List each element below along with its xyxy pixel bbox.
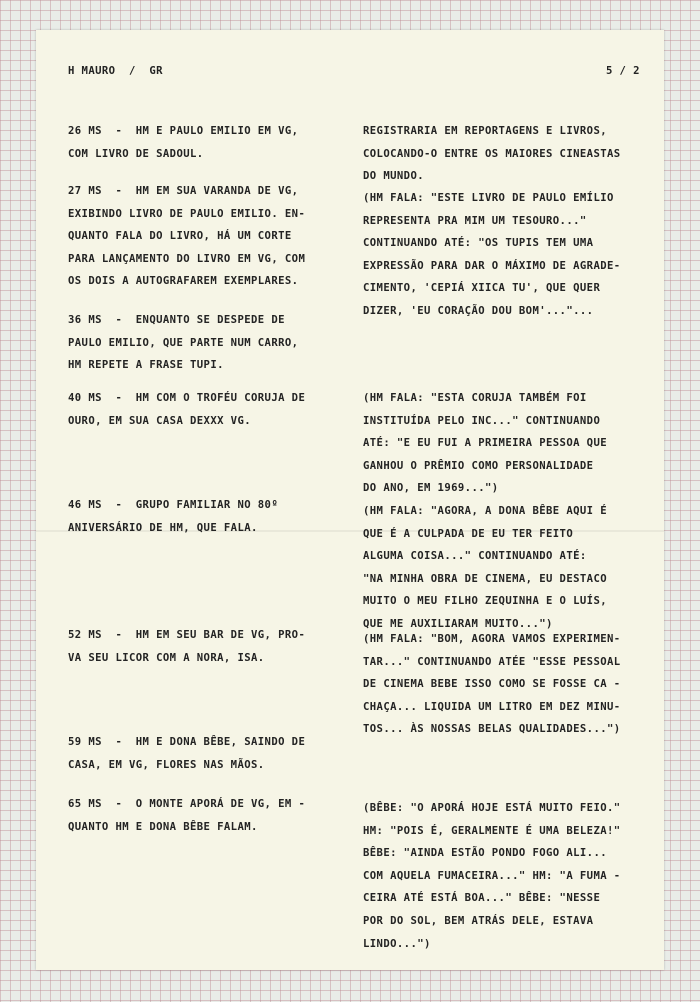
dialogue-block-4: (HM FALA: "AGORA, A DONA BÊBE AQUI É QUE É A CULPADA DE EU TER FEITO ALGUMA COISA..." CONTINUANDO ATÉ: "NA MINHA OBRA DE CINEMA, EU DESTACO MUITO O MEU FILHO ZEQUINHA E O LUÍS, QUE ME AUXILIARAM MUITO...")	[363, 505, 608, 630]
dialogue-block-5: (HM FALA: "BOM, AGORA VAMOS EXPERIMEN- TAR..." CONTINUANDO ATÉE "ESSE PESSOAL DE CINEMA BEBE ISSO COMO SE FOSSE CA - CHAÇA... LIQUIDA UM LITRO EM DEZ MINU- TOS... ÀS NOSSAS BELAS QUALIDADES...")	[363, 633, 621, 736]
typed-page	[36, 30, 664, 970]
shot-entry-65: 65 MS - O MONTE APORÁ DE VG, EM - QUANTO HM E DONA BÊBE FALAM.	[68, 798, 306, 833]
dialogue-block-2: (HM FALA: "ESTE LIVRO DE PAULO EMÍLIO REPRESENTA PRA MIM UM TESOURO..." CONTINUANDO ATÉ: "OS TUPIS TEM UMA EXPRESSÃO PARA DAR O MÁXIMO DE AGRADE- CIMENTO, 'CEPIÁ XIICA TU', QUE QUER DIZER, 'EU CORAÇÃO DOU BOM'..."...	[363, 192, 621, 317]
shot-entry-27: 27 MS - HM EM SUA VARANDA DE VG, EXIBINDO LIVRO DE PAULO EMILIO. EN- QUANTO FALA DO LIVRO, HÁ UM CORTE PARA LANÇAMENTO DO LIVRO EM VG, COM OS DOIS A AUTOGRAFAREM EXEMPLARES.	[68, 185, 306, 288]
dialogue-block-3: (HM FALA: "ESTA CORUJA TAMBÉM FOI INSTITUÍDA PELO INC..." CONTINUANDO ATÉ: "E EU FUI A PRIMEIRA PESSOA QUE GANHOU O PRÊMIO COMO PERSONALIDADE DO ANO, EM 1969...")	[363, 392, 608, 495]
header-author: H MAURO / GR	[68, 65, 163, 77]
shot-entry-26: 26 MS - HM E PAULO EMILIO EM VG, COM LIVRO DE SADOUL.	[68, 125, 299, 160]
narration-block-1: REGISTRARIA EM REPORTAGENS E LIVROS, COLOCANDO-O ENTRE OS MAIORES CINEASTAS DO MUNDO.	[363, 125, 621, 183]
dialogue-block-6: (BÊBE: "O APORÁ HOJE ESTÁ MUITO FEIO." HM: "POIS É, GERALMENTE É UMA BELEZA!" BÊBE: "AINDA ESTÃO PONDO FOGO ALI... COM AQUELA FUMACEIRA..." HM: "A FUMA - CEIRA ATÉ ESTÁ BOA..." BÊBE: "NESSE POR DO SOL, BEM ATRÁS DELE, ESTAVA LINDO...")	[363, 802, 621, 950]
shot-entry-36: 36 MS - ENQUANTO SE DESPEDE DE PAULO EMILIO, QUE PARTE NUM CARRO, HM REPETE A FRASE TUPI.	[68, 314, 299, 372]
shot-entry-52: 52 MS - HM EM SEU BAR DE VG, PRO- VA SEU LICOR COM A NORA, ISA.	[68, 629, 306, 664]
shot-entry-40: 40 MS - HM COM O TROFÉU CORUJA DE OURO, EM SUA CASA DEXXX VG.	[68, 392, 306, 427]
shot-entry-59: 59 MS - HM E DONA BÊBE, SAINDO DE CASA, EM VG, FLORES NAS MÃOS.	[68, 736, 306, 771]
shot-entry-46: 46 MS - GRUPO FAMILIAR NO 80º ANIVERSÁRIO DE HM, QUE FALA.	[68, 499, 279, 534]
page-number: 5 / 2	[606, 65, 640, 77]
